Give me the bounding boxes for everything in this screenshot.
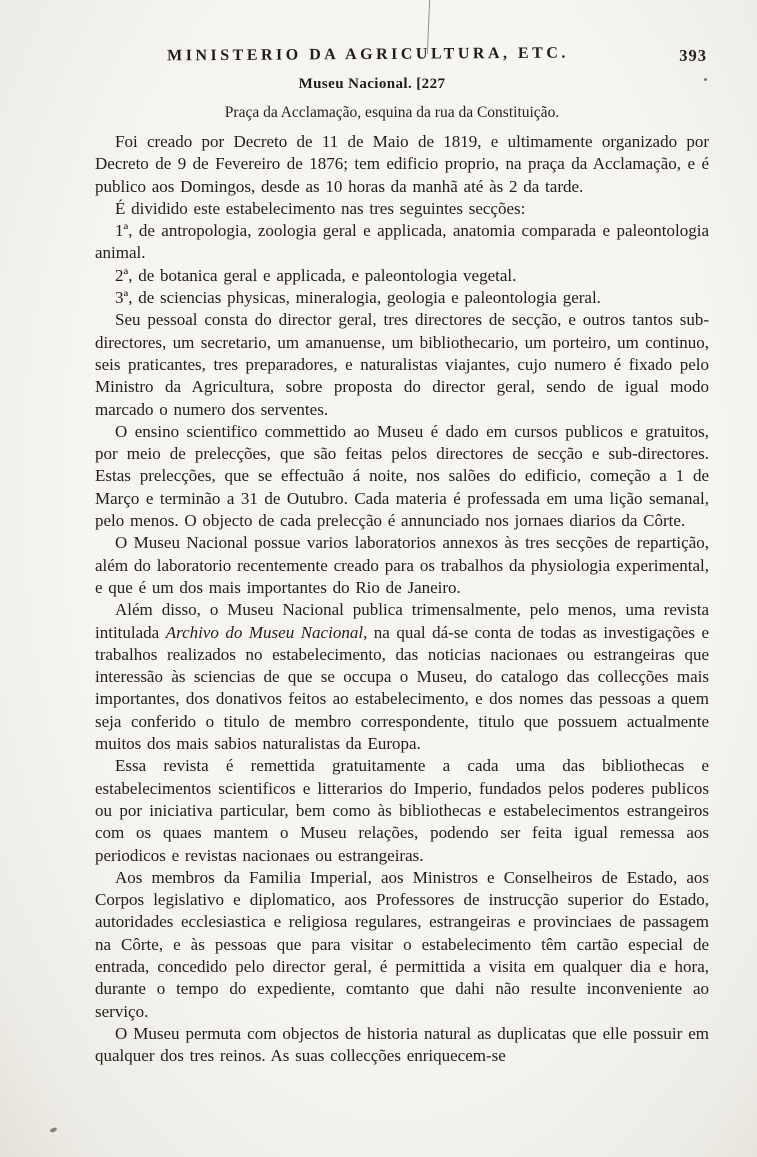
- paragraph-section-1: 1ª, de antropologia, zoologia geral e applicada, anatomia comparada e paleontologia animal.: [95, 221, 709, 263]
- paragraph-staff: Seu pessoal consta do director geral, tres directores de secção, e outros tantos sub-directores, um secretario, um amanuense, um bibliothecario, um porteiro, um continuo, seis praticantes, tres preparadores, e naturalistas viajantes, cujo numero é fixado pelo Ministro da Agricultura, sobre proposta do director geral, sendo de igual modo marcado o numero dos serventes.: [95, 310, 709, 419]
- paragraph-visitors: Aos membros da Familia Imperial, aos Ministros e Conselheiros de Estado, aos Corpos legislativo e diplomatico, aos Professores de instrucção superior do Estado, autoridades ecclesiastica e religiosa regulares, estrangeiras e provinciaes de passagem na Côrte, e às pessoas que para visitar o estabelecimento têm cartão especial de entrada, concedido pelo director geral, é permittida a visita em qualquer dia e hora, durante o tempo do expediente, comtanto que dahi não resulte inconveniente ao serviço.: [95, 867, 709, 1021]
- section-title: Museu Nacional. [227: [298, 76, 446, 92]
- paragraph-section-3: 3ª, de sciencias physicas, mineralogia, geologia e paleontologia geral.: [115, 288, 601, 308]
- paragraph-distribution: Essa revista é remettida gratuitamente a cada uma das bibliothecas e estabelecimentos scientificos e litterarios do Imperio, fundados pelos poderes publicos ou por iniciativa particular, bem como às bibliothecas e estabelecimentos estrangeiros com os quaes mantem o Museu relações, podendo ser feita igual remessa aos periodicos e revistas nacionaes ou estrangeiras.: [95, 756, 709, 865]
- page-number: 393: [679, 46, 707, 65]
- page-header-title: MINISTERIO DA AGRICULTURA, ETC.: [167, 44, 569, 65]
- paragraph-journal: [95, 599, 709, 755]
- scan-speck: [50, 1127, 58, 1133]
- address-line: Praça da Acclamação, esquina da rua da Constituição.: [224, 104, 560, 121]
- journal-text-before: Além disso, o Museu Nacional publica trimensalmente, pelo menos, uma revista intitulada: [95, 600, 709, 642]
- journal-title-italic: Archivo do Museu Nacional: [165, 622, 364, 642]
- paragraph-sections-intro: É dividido este estabelecimento nas tres seguintes secções:: [115, 198, 526, 218]
- paragraph-section-2: 2ª, de botanica geral e applicada, e paleontologia vegetal.: [115, 265, 517, 285]
- paragraph-laboratories: O Museu Nacional possue varios laboratorios annexos às tres secções de repartição, além do laboratorio recentemente creado para os trabalhos da physiologia experimental, e que é um dos mais importantes do Rio de Janeiro.: [95, 533, 709, 597]
- page-content: [95, 46, 709, 1067]
- paragraph-exchange: O Museu permuta com objectos de historia natural as duplicatas que elle possuir em qualquer dos tres reinos. As suas collecções enriquecem-se: [95, 1023, 709, 1066]
- journal-text-after: , na qual dá-se conta de todas as investigações e trabalhos realizados no estabelecimento, das noticias nacionaes ou estrangeiras que interessão às sciencias de que se occupa o Museu, do catalogo das collecções mais importantes, dos donativos feitos ao estabelecimento, e dos nomes das pessoas a quem seja conferido o titulo de membro correspondente, titulo que possuem actualmente muitos dos mais sabios naturalistas da Europa.: [95, 622, 710, 754]
- running-header: [95, 46, 709, 70]
- paragraph-creation: Foi creado por Decreto de 11 de Maio de 1819, e ultimamente organizado por Decreto de 9 de Fevereiro de 1876; tem edificio proprio, na praça da Acclamação, e é publico aos Domingos, desde as 10 horas da manhã até às 2 da tarde.: [95, 132, 709, 196]
- paragraph-teaching: O ensino scientifico commettido ao Museu é dado em cursos publicos e gratuitos, por meio de prelecções, que são feitas pelos directores de secção e sub-directores. Estas prelecções, que se effectuão á noite, nos salões do edificio, começão a 1 de Março e terminão a 31 de Outubro. Cada materia é professada em uma lição semanal, pelo menos. O objecto de cada prelecção é annunciado nos jornaes diarios da Côrte.: [95, 421, 709, 531]
- body-text: [95, 131, 709, 1067]
